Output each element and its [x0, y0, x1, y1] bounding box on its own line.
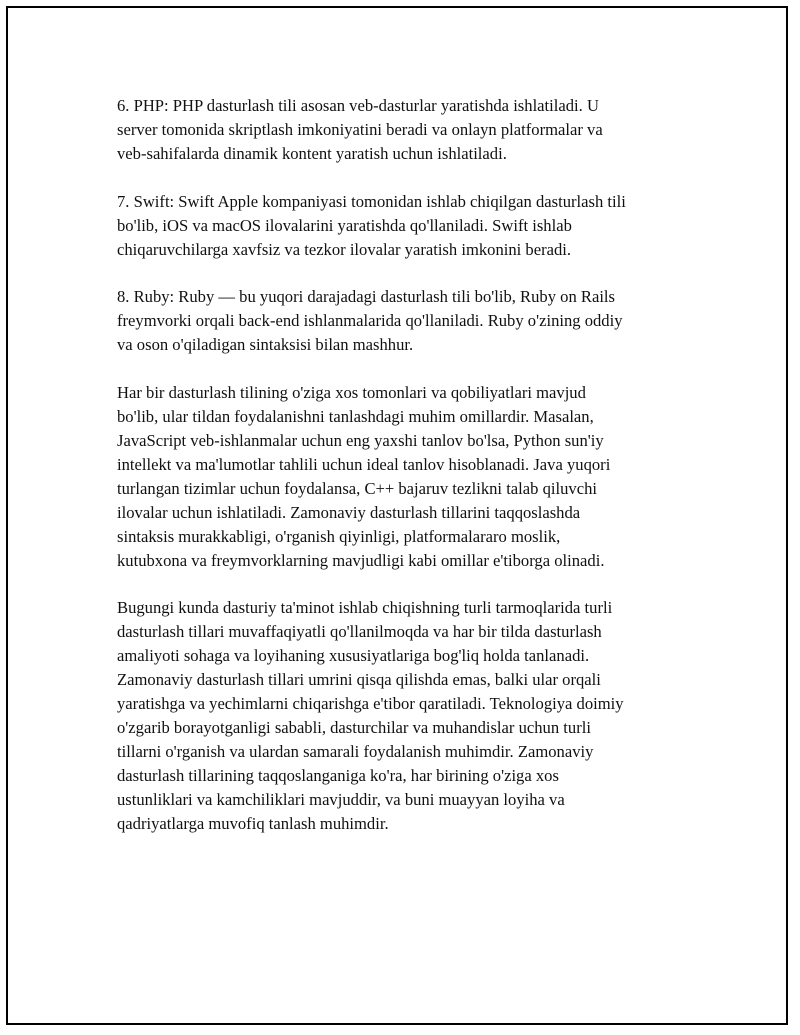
- text-line: sintaksis murakkabligi, o'rganish qiyinligi, platformalararo moslik,: [117, 526, 561, 546]
- text-line: dasturlash tillarining taqqoslanganiga ko'ra, har birining o'ziga xos: [117, 765, 559, 785]
- text-line: va oson o'qiladigan sintaksisi bilan mashhur.: [117, 335, 414, 355]
- text-line: ilovalar uchun ishlatiladi. Zamonaviy dasturlash tillarini taqqoslashda: [117, 502, 581, 522]
- text-line: bo'lib, iOS va macOS ilovalarini yaratishda qo'llaniladi. Swift ishlab: [117, 215, 572, 235]
- text-line: o'zgarib borayotganligi sababli, dasturchilar va muhandislar uchun turli: [117, 717, 591, 737]
- text-line: turlangan tizimlar uchun foydalansa, C++ bajaruv tezlikni talab qiluvchi: [117, 478, 597, 498]
- text-line: Bugungi kunda dasturiy ta'minot ishlab chiqishning turli tarmoqlarida turli: [117, 598, 613, 618]
- paragraph-php: [117, 94, 697, 166]
- text-line: chiqaruvchilarga xavfsiz va tezkor ilovalar yaratish imkonini beradi.: [117, 239, 572, 259]
- paragraph-comparison: [117, 381, 697, 572]
- text-line: ustunliklari va kamchiliklari mavjuddir, va buni muayyan loyiha va: [117, 789, 565, 809]
- text-line: 8. Ruby: Ruby — bu yuqori darajadagi dasturlash tili bo'lib, Ruby on Rails: [117, 287, 615, 307]
- text-line: 6. PHP: PHP dasturlash tili asosan veb-dasturlar yaratishda ishlatiladi. U: [117, 96, 599, 115]
- text-line: JavaScript veb-ishlanmalar uchun eng yaxshi tanlov bo'lsa, Python sun'iy: [117, 430, 604, 450]
- paragraph-swift: [117, 190, 697, 262]
- text-line: freymvorki orqali back-end ishlanmalarida qo'llaniladi. Ruby o'zining oddiy: [117, 311, 623, 331]
- paragraph-conclusion: [117, 596, 697, 835]
- text-line: kutubxona va freymvorklarning mavjudligi kabi omillar e'tiborga olinadi.: [117, 550, 605, 570]
- text-line: tillarni o'rganish va ulardan samarali foydalanish muhimdir. Zamonaviy: [117, 741, 594, 761]
- document-body: [117, 94, 697, 859]
- text-line: Zamonaviy dasturlash tillari umrini qisqa qilishda emas, balki ular orqali: [117, 670, 601, 690]
- text-line: bo'lib, ular tildan foydalanishni tanlashdagi muhim omillardir. Masalan,: [117, 407, 594, 427]
- paragraph-ruby: [117, 285, 697, 357]
- text-line: qadriyatlarga muvofiq tanlash muhimdir.: [117, 813, 389, 833]
- text-line: intellekt va ma'lumotlar tahlili uchun ideal tanlov hisoblanadi. Java yuqori: [117, 454, 611, 474]
- text-line: dasturlash tillari muvaffaqiyatli qo'llanilmoqda va har bir tilda dasturlash: [117, 622, 602, 642]
- text-line: server tomonida skriptlash imkoniyatini beradi va onlayn platformalar va: [117, 119, 603, 139]
- text-line: veb-sahifalarda dinamik kontent yaratish uchun ishlatiladi.: [117, 143, 507, 163]
- text-line: 7. Swift: Swift Apple kompaniyasi tomonidan ishlab chiqilgan dasturlash tili: [117, 191, 626, 211]
- text-line: yaratishga va yechimlarni chiqarishga e'tibor qaratiladi. Teknologiya doimiy: [117, 694, 624, 714]
- text-line: Har bir dasturlash tilining o'ziga xos tomonlari va qobiliyatlari mavjud: [117, 383, 586, 403]
- text-line: amaliyoti sohaga va loyihaning xususiyatlariga bog'liq holda tanlanadi.: [117, 646, 590, 666]
